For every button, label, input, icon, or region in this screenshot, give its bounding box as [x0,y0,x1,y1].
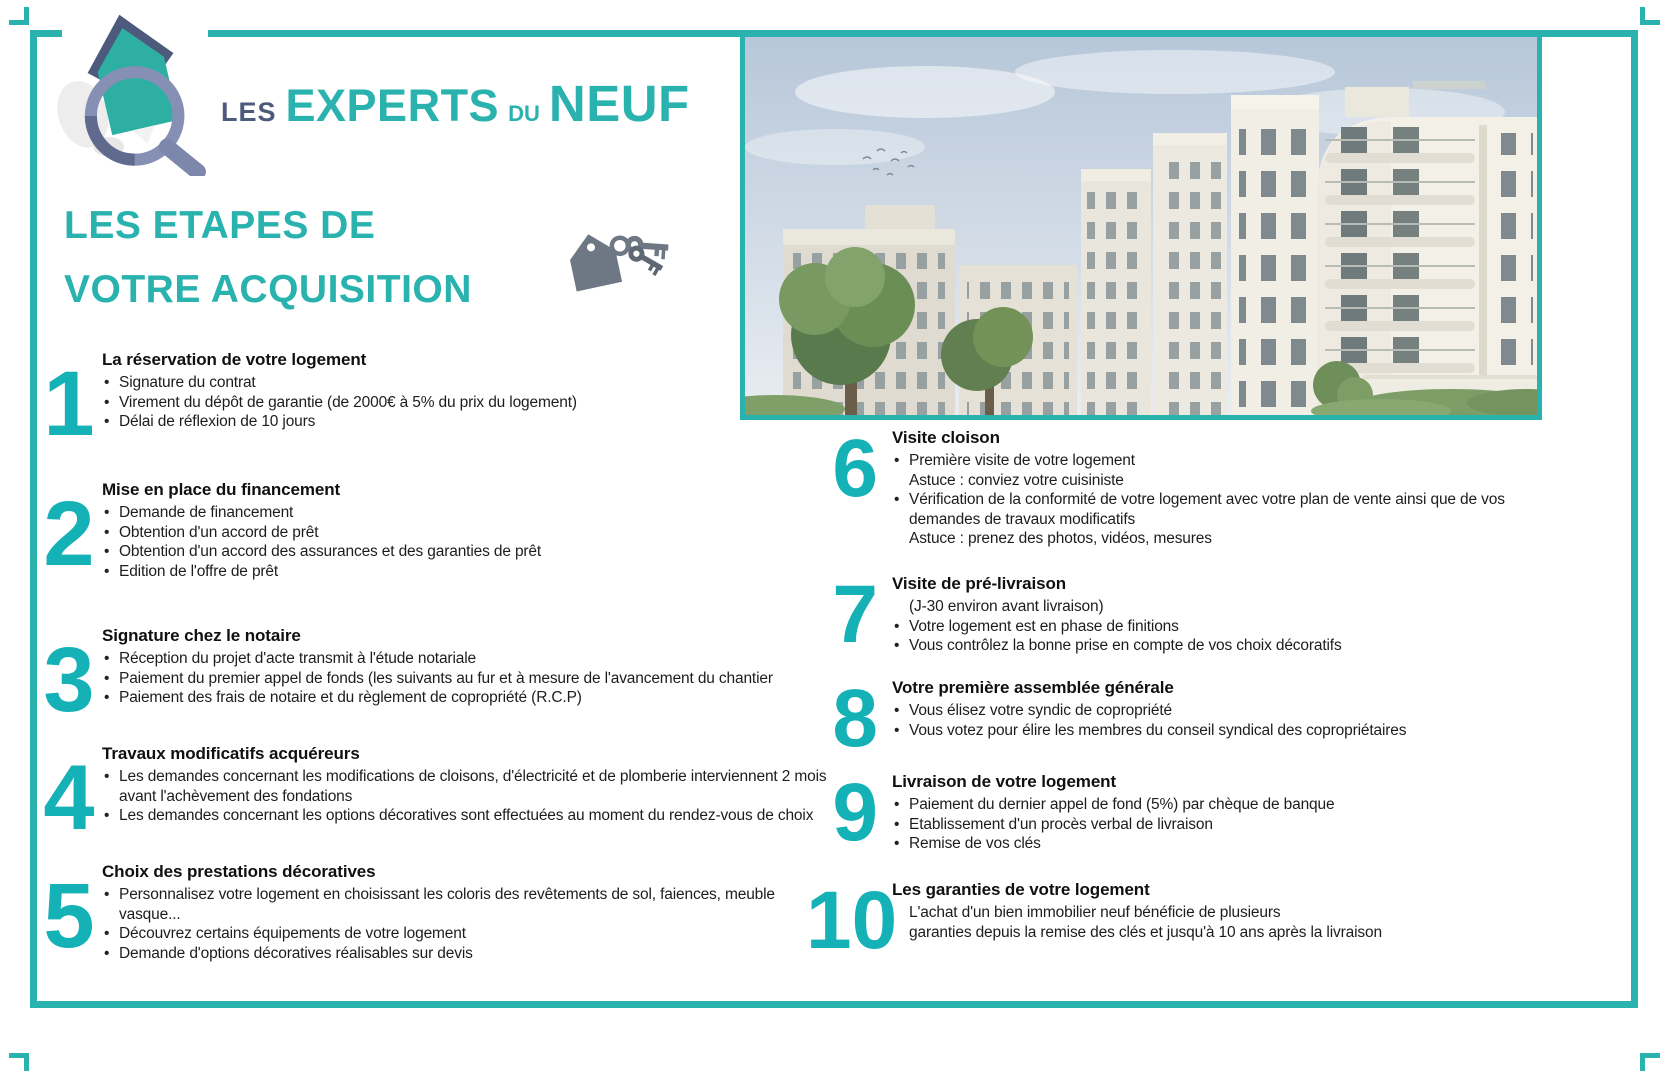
step-number: 5 [43,865,95,967]
step-item: • Virement du dépôt de garantie (de 2000€ à 5% du prix du logement) [102,393,839,413]
step-item: garanties depuis la remise des clés et jusqu'à 10 ans après la livraison [909,923,1382,941]
step-item: • Vous élisez votre syndic de copropriété [892,701,1514,721]
page-title-line2: VOTRE ACQUISITION [64,268,472,311]
step-number: 6 [832,423,878,514]
step-item: • Paiement du premier appel de fonds (les suivants au fur et à mesure de l'avancement du chantier [102,669,839,689]
step-item: • Première visite de votre logement Astuce : conviez votre cuisiniste [892,451,1514,490]
step-number: 7 [832,569,878,660]
step-item: • Réception du projet d'acte transmit à l'étude notariale [102,649,839,669]
step-item: • Remise de vos clés [892,834,1514,854]
step [40,626,830,731]
brand-neuf: NEUF [548,75,690,132]
step-items [102,767,839,826]
step-items [892,701,1514,740]
step [40,744,830,849]
step-heading: Choix des prestations décoratives [102,862,376,881]
page-title-line1: LES ETAPES DE [64,204,376,247]
step-item: • Les demandes concernant les modifications de cloisons, d'électricité et de plomberie interviennent 2 mois avant l'achèvement des fondations [102,767,839,806]
step-number: 2 [43,483,95,585]
step-item: • Demande d'options décoratives réalisables sur devis [102,944,839,964]
step [40,350,830,455]
step-number: 10 [806,875,898,966]
step-item: • Signature du contrat [102,373,839,393]
step-heading: Travaux modificatifs acquéreurs [102,744,360,763]
step-item-note: Astuce : prenez des photos, vidéos, mesures [909,530,1212,547]
step-heading: Mise en place du financement [102,480,341,499]
step [806,569,1646,660]
step-items [102,649,839,708]
step-number: 1 [43,353,95,455]
step-heading: Votre première assemblée générale [892,678,1174,697]
step-heading: Visite cloison [892,428,1000,447]
step [806,875,1646,966]
step [806,767,1646,858]
step-items [892,903,1514,942]
steps-right [806,0,1646,1080]
step-items [102,373,839,432]
step-item: • Les demandes concernant les options décoratives sont effectuées au moment du rendez-vous de choix [102,806,839,826]
step-items [892,451,1514,549]
step-heading: Livraison de votre logement [892,772,1117,791]
step-item: (J-30 environ avant livraison) [909,598,1104,615]
step-item: • Obtention d'un accord des assurances et des garanties de prêt [102,542,839,562]
step-item: • Edition de l'offre de prêt [102,562,839,582]
step-item: • Vous contrôlez la bonne prise en compte de vos choix décoratifs [892,636,1514,656]
step-item: • Vérification de la conformité de votre logement avec votre plan de vente ainsi que de vos demandes de travaux modificatifs Astuce : prenez des photos, vidéos, mesures [892,490,1514,549]
step-heading: La réservation de votre logement [102,350,367,369]
step-items [892,795,1514,854]
brand-du: DU [508,101,540,126]
step-number: 3 [43,629,95,731]
step [40,480,830,585]
corner-mark-bottom-left [9,1053,29,1071]
corner-mark-top-left [9,7,29,25]
step-item: • Personnalisez votre logement en choisissant les coloris des revêtements de sol, faiences, meuble vasque... [102,885,839,924]
step [806,423,1646,549]
step-item: • Paiement du dernier appel de fond (5%) par chèque de banque [892,795,1514,815]
step-number: 8 [832,673,878,764]
step-number: 4 [43,747,95,849]
step-heading: Signature chez le notaire [102,626,301,645]
step-item: • Votre logement est en phase de finitions [892,617,1514,637]
step-items [892,597,1514,656]
step-item: • Délai de réflexion de 10 jours [102,412,839,432]
step-items [102,885,839,963]
step-item: • Demande de financement [102,503,839,523]
step-items [102,503,839,581]
step-item: • Etablissement d'un procès verbal de livraison [892,815,1514,835]
brand-les: LES [221,97,277,127]
step-item: • Découvrez certains équipements de votre logement [102,924,839,944]
step [40,862,830,967]
step [806,673,1646,764]
step-number: 9 [832,767,878,858]
step-item: • Vous votez pour élire les membres du conseil syndical des copropriétaires [892,721,1514,741]
step-heading: Visite de pré-livraison [892,574,1067,593]
step-heading: Les garanties de votre logement [892,880,1150,899]
brand-experts: EXPERTS [285,80,500,131]
step-item: • Paiement des frais de notaire et du règlement de copropriété (R.C.P) [102,688,839,708]
step-item: • Obtention d'un accord de prêt [102,523,839,543]
step-item-note: Astuce : conviez votre cuisiniste [909,471,1124,489]
step-item: L'achat d'un bien immobilier neuf bénéficie de plusieurs [909,904,1281,921]
steps-left [40,0,830,1080]
